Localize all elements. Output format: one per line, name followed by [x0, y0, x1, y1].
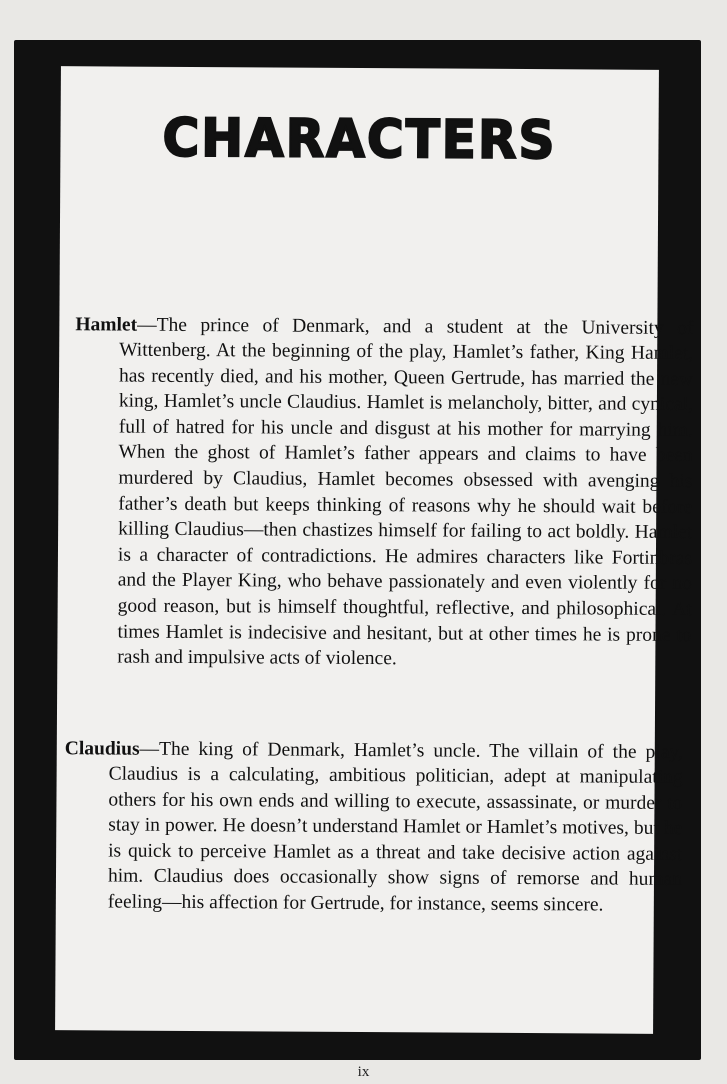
em-dash: —: [139, 738, 160, 760]
character-entry-hamlet: [73, 312, 693, 674]
character-entry-claudius: [64, 736, 683, 919]
character-name: Claudius: [64, 737, 140, 760]
page-title: CHARACTERS: [162, 107, 557, 171]
character-description: The prince of Denmark, and a student at the University of Wittenberg. At the beginning of the play, Hamlet’s father, King Hamlet, has recently died, and his mother, Queen Gertrude, has married the new king, Hamlet’s uncle Claudius. Hamlet is melancholy, bitter, and cynical, full of hatred for his uncle and disgust at his mother for marrying him. When the ghost of Hamlet’s father appears and claims to have been murdered by Claudius, Hamlet becomes obsessed with avenging his father’s death but keeps thinking of reasons why he should wait before killing Claudius—then chastizes himself for failing to act boldly. Hamlet is a character of contradictions. He admires characters like Fortinbras and the Player King, who behave passionately and even violently for no good reason, but is himself thoughtful, reflective, and philosophical. At times Hamlet is indecisive and hesitant, but at other times he is prone to rash and impulsive acts of violence.: [117, 314, 694, 670]
page-number: ix: [357, 1064, 370, 1080]
em-dash: —: [137, 314, 157, 336]
character-name: Hamlet: [75, 313, 138, 336]
page-panel: [55, 66, 694, 1034]
black-border-frame: [14, 40, 701, 1060]
character-description: The king of Denmark, Hamlet’s uncle. The villain of the play, Claudius is a calculating, ambitious politician, adept at manipulating others for his own ends and willing to execute, assassinate, or murder to stay in power. He doesn’t understand Hamlet or Hamlet’s motives, but he is quick to perceive Hamlet as a threat and take decisive action against him. Claudius does occasionally show signs of remorse and human feeling—his affection for Gertrude, for instance, seems sincere.: [107, 738, 683, 916]
